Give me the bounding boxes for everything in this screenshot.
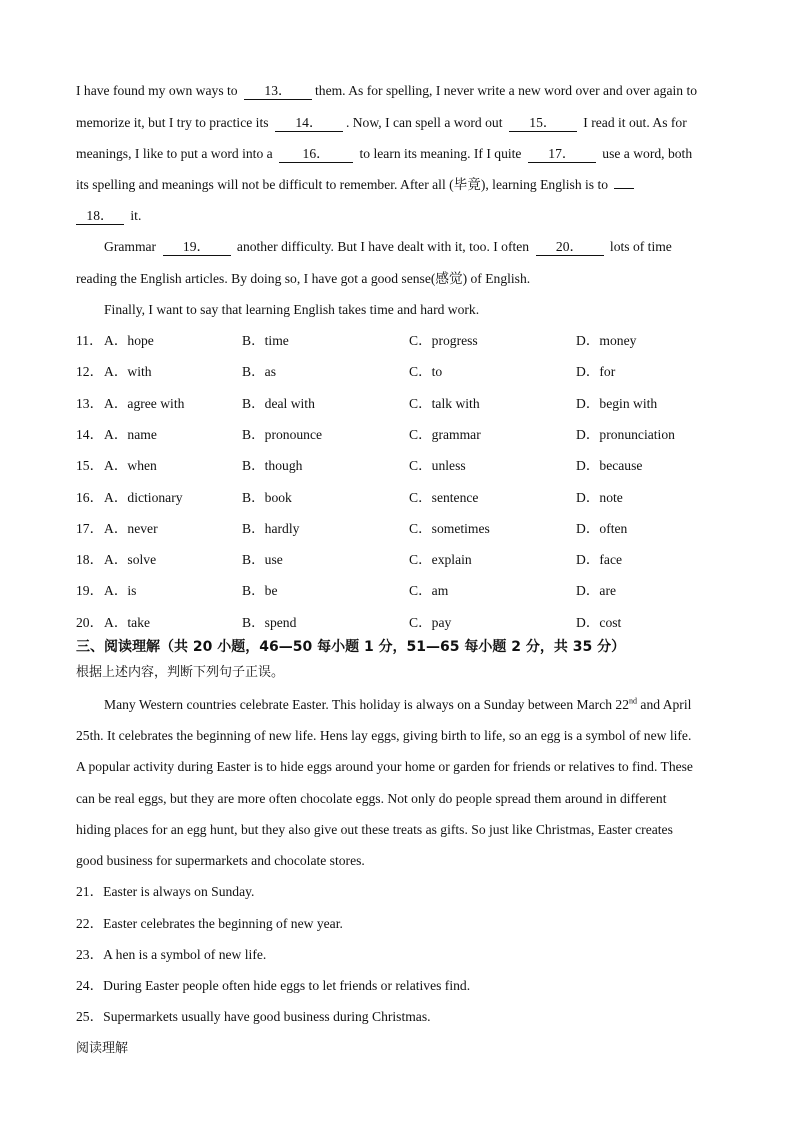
passage-line-2: memorize it, but I try to practice its 14． . Now, I can spell a word out 15． I read it out. As for	[76, 115, 687, 130]
option-c: C．unless	[409, 458, 466, 473]
section-title: 三、阅读理解（共 20 小题，46—50 每小题 1 分，51—65 每小题 2 分，共 35 分）	[76, 639, 626, 655]
option-c: C．progress	[409, 333, 478, 348]
option-c: C．am	[409, 583, 449, 598]
blank-17: 17．	[528, 146, 596, 163]
option-c: C．to	[409, 364, 443, 379]
option-d: D．cost	[576, 615, 622, 630]
option-a: A．never	[104, 521, 158, 536]
passage-line-7: reading the English articles. By doing so, I have got a good sense(感觉) of English.	[76, 271, 531, 286]
option-b: B．spend	[242, 615, 297, 630]
blank-18: 18．	[76, 208, 124, 225]
easter-line-1: Many Western countries celebrate Easter. This holiday is always on a Sunday between March 22nd and April	[104, 696, 692, 712]
option-a: A．agree with	[104, 396, 185, 411]
option-a: A．take	[104, 615, 151, 630]
option-b: B．be	[242, 583, 278, 598]
option-d: D．note	[576, 490, 623, 505]
blank-18-start	[614, 188, 634, 189]
option-a: A．name	[104, 427, 157, 442]
option-d: D．money	[576, 333, 637, 348]
option-c: C．grammar	[409, 427, 481, 442]
statement-21: 21．Easter is always on Sunday.	[76, 884, 255, 899]
option-b: B．use	[242, 552, 283, 567]
option-a: A．with	[104, 364, 152, 379]
question-number: 20．	[76, 615, 104, 630]
question-number: 15．	[76, 458, 104, 473]
blank-14: 14．	[275, 115, 343, 132]
option-a: A．hope	[104, 333, 154, 348]
option-d: D．face	[576, 552, 623, 567]
option-c: C．pay	[409, 615, 452, 630]
option-b: B．book	[242, 490, 292, 505]
question-number: 18．	[76, 552, 104, 567]
option-d: D．often	[576, 521, 628, 536]
easter-line-3: A popular activity during Easter is to hide eggs around your home or garden for friends or relatives to find. These	[76, 759, 693, 774]
passage-line-5: 18． it.	[76, 207, 141, 225]
option-a: A．solve	[104, 552, 157, 567]
option-d: D．are	[576, 583, 617, 598]
option-d: D．pronunciation	[576, 427, 675, 442]
option-a: A．when	[104, 458, 157, 473]
passage-line-6: Grammar 19． another difficulty. But I have dealt with it, too. I often 20． lots of time	[104, 239, 672, 254]
easter-line-5: hiding places for an egg hunt, but they also give out these treats as gifts. So just like Christmas, Easter creates	[76, 822, 673, 837]
statement-22: 22．Easter celebrates the beginning of new year.	[76, 916, 343, 931]
question-number: 14．	[76, 427, 104, 442]
passage-line-4: its spelling and meanings will not be difficult to remember. After all (毕竟), learning English is to	[76, 176, 637, 194]
easter-line-2: 25th. It celebrates the beginning of new life. Hens lay eggs, giving birth to life, so an egg is a symbol of new life.	[76, 728, 692, 743]
option-c: C．sentence	[409, 490, 479, 505]
blank-20: 20．	[536, 239, 604, 256]
option-a: A．dictionary	[104, 490, 183, 505]
passage-line-8: Finally, I want to say that learning English takes time and hard work.	[104, 302, 480, 317]
option-c: C．sometimes	[409, 521, 490, 536]
option-a: A．is	[104, 583, 137, 598]
option-d: D．begin with	[576, 396, 658, 411]
option-b: B．pronounce	[242, 427, 323, 442]
passage-line-3: meanings, I like to put a word into a 16． to learn its meaning. If I quite 17． use a word, both	[76, 146, 693, 161]
option-c: C．talk with	[409, 396, 480, 411]
option-b: B．hardly	[242, 521, 300, 536]
blank-15: 15．	[509, 115, 577, 132]
option-d: D．for	[576, 364, 616, 379]
statement-25: 25．Supermarkets usually have good business during Christmas.	[76, 1009, 431, 1024]
question-number: 16．	[76, 490, 104, 505]
blank-19: 19．	[163, 239, 231, 256]
passage-line-1: I have found my own ways to 13． them. As for spelling, I never write a new word over and over again to	[76, 83, 698, 98]
question-number: 19．	[76, 583, 104, 598]
option-b: B．though	[242, 458, 303, 473]
question-number: 17．	[76, 521, 104, 536]
question-number: 13．	[76, 396, 104, 411]
easter-line-4: can be real eggs, but they are more often chocolate eggs. Not only do people spread them around in different	[76, 791, 667, 806]
option-b: B．time	[242, 333, 289, 348]
question-number: 12．	[76, 364, 104, 379]
option-b: B．as	[242, 364, 276, 379]
option-d: D．because	[576, 458, 643, 473]
footer-label: 阅读理解	[76, 1041, 129, 1056]
option-c: C．explain	[409, 552, 472, 567]
question-number: 11．	[76, 333, 103, 348]
option-b: B．deal with	[242, 396, 315, 411]
blank-16: 16．	[279, 146, 353, 163]
statement-24: 24．During Easter people often hide eggs to let friends or relatives find.	[76, 978, 471, 993]
blank-13: 13．	[244, 83, 312, 100]
section-instruction: 根据上述内容，判断下列句子正误。	[76, 665, 285, 680]
statement-23: 23．A hen is a symbol of new life.	[76, 947, 267, 962]
easter-line-6: good business for supermarkets and chocolate stores.	[76, 853, 365, 868]
